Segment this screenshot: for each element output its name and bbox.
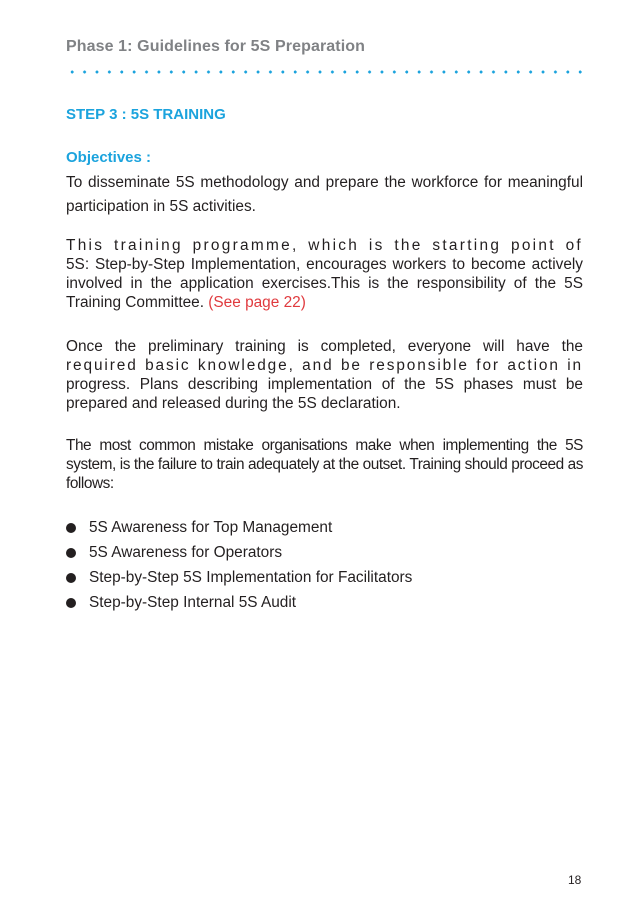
bullet-icon xyxy=(66,573,76,583)
paragraph-line: required basic knowledge, and be responsible for action in xyxy=(66,357,583,374)
paragraph-training-programme xyxy=(66,236,583,312)
paragraph-line: Once the preliminary training is completed, everyone will have the xyxy=(66,338,583,355)
dotted-divider xyxy=(66,70,584,74)
bullet-icon xyxy=(66,598,76,608)
bullet-icon xyxy=(66,548,76,558)
paragraph-common-mistake: The most common mistake organisations make when implementing the 5S system, is the failure to train adequately at the outset. Training should proceed as follows: xyxy=(66,437,583,492)
training-list xyxy=(66,517,412,617)
list-item xyxy=(66,567,412,592)
paragraph-preliminary-training xyxy=(66,337,583,413)
section-header: Phase 1: Guidelines for 5S Preparation xyxy=(66,38,366,55)
paragraph-line: This training programme, which is the starting point of xyxy=(66,237,583,254)
list-item-label: Step-by-Step 5S Implementation for Facilitators xyxy=(89,569,413,586)
step-title: STEP 3 : 5S TRAINING xyxy=(66,106,226,123)
list-item-label: 5S Awareness for Operators xyxy=(89,544,283,561)
list-item-label: 5S Awareness for Top Management xyxy=(89,519,333,536)
list-item xyxy=(66,542,412,567)
list-item xyxy=(66,517,412,542)
paragraph-text: 5S: Step-by-Step Implementation, encourages workers to become actively involved in the application exercises.This is the responsibility of the 5S Training Committee. xyxy=(66,256,583,311)
objectives-heading: Objectives : xyxy=(66,149,152,166)
list-item xyxy=(66,592,412,617)
list-item-label: Step-by-Step Internal 5S Audit xyxy=(89,594,297,611)
paragraph-text: progress. Plans describing implementation of the 5S phases must be prepared and released during the 5S declaration. xyxy=(66,376,583,412)
page-number: 18 xyxy=(568,873,582,887)
objectives-text: To disseminate 5S methodology and prepare the workforce for meaningful participation in 5S activities. xyxy=(66,174,583,215)
bullet-icon xyxy=(66,523,76,533)
page-reference-link[interactable]: (See page 22) xyxy=(208,294,306,311)
